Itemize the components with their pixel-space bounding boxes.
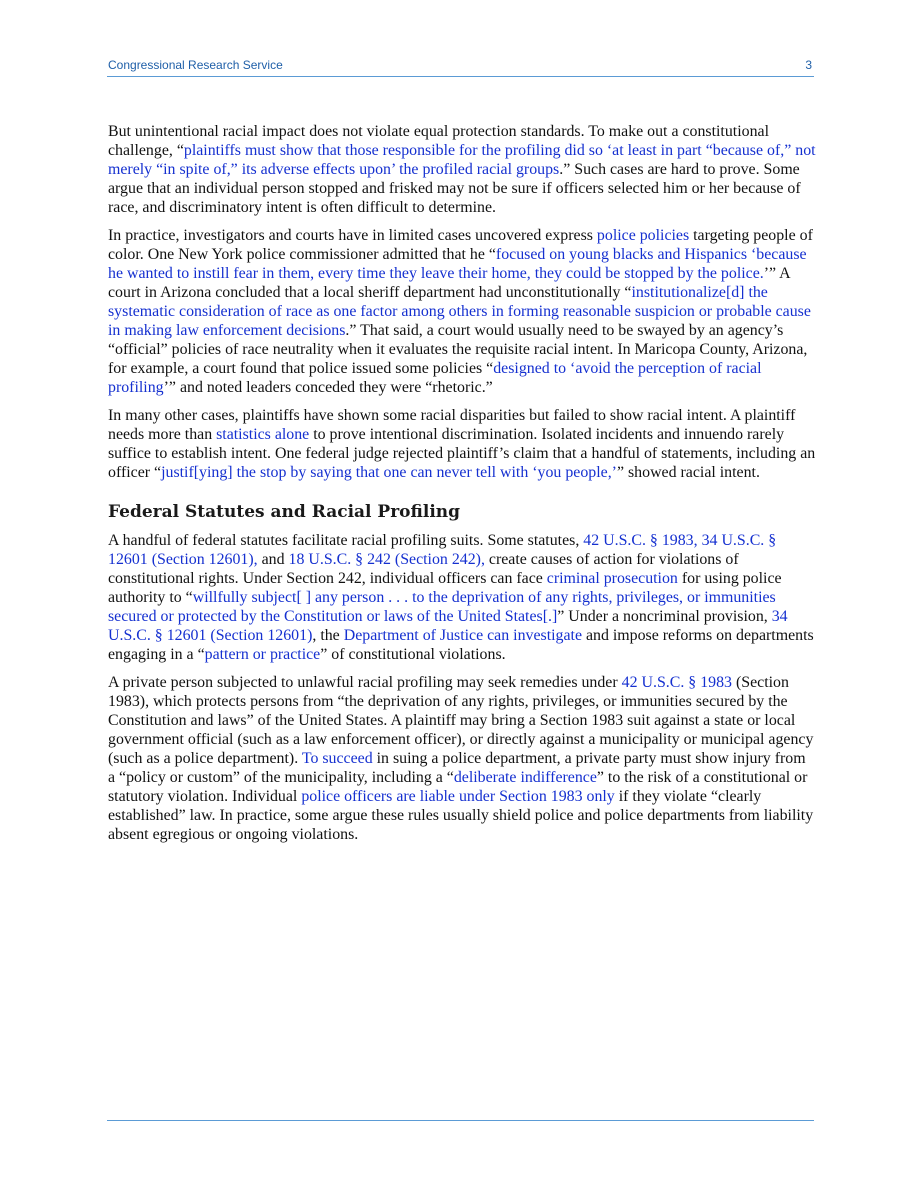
text-span: targeting people of color. One New York police commissioner admitted that he “ xyxy=(108,227,813,263)
text-span: A handful of federal statutes facilitate racial profiling suits. Some statutes, xyxy=(108,532,584,549)
text-span: to prove intentional discrimination. Isolated incidents and innuendo rarely suffice to establish intent. One federal judge rejected plaintiff’s claim that a handful of statements, including an officer “ xyxy=(108,426,816,481)
link-criminal-prosecution[interactable]: criminal prosecution xyxy=(546,570,678,587)
page-header xyxy=(107,56,814,77)
text-span: In many other cases, plaintiffs have shown some racial disparities but failed to show racial intent. A plaintiff needs more than xyxy=(108,407,796,443)
text-span: ” Under a noncriminal provision, xyxy=(557,608,772,625)
page-number: 3 xyxy=(805,58,812,72)
text-span: In practice, investigators and courts have in limited cases uncovered express xyxy=(108,227,597,244)
link-police-policies[interactable]: police policies xyxy=(596,227,690,244)
text-span: .” That said, a court would usually need to be swayed by an agency’s “official” policies of race neutrality when it evaluates the requisite racial intent. In Maricopa County, Arizona, for example, a court found that police issued some policies “ xyxy=(108,322,808,377)
link-34-usc-12601[interactable]: 34 U.S.C. § 12601 (Section 12601) xyxy=(108,608,788,644)
text-span: create causes of action for violations of constitutional rights. Under Section 242, individual officers can face xyxy=(108,551,739,587)
text-span: A private person subjected to unlawful racial profiling may seek remedies under xyxy=(108,674,622,691)
text-span: ” to the risk of a constitutional or statutory violation. Individual xyxy=(108,769,808,805)
text-span: for using police authority to “ xyxy=(108,570,782,606)
paragraph-section-1983 xyxy=(108,673,816,844)
text-span: .” Such cases are hard to prove. Some argue that an individual person stopped and frisked may not be sure if officers selected him or her because of race, and discriminatory intent is often difficult to determine. xyxy=(108,161,801,216)
link-plaintiffs-must-show[interactable]: plaintiffs must show that those responsible for the profiling did so ‘at least in part “because of,” not merely “in spite of,” its adverse effects upon’ the profiled racial groups xyxy=(108,142,816,178)
text-span: and impose reforms on departments engaging in a “ xyxy=(108,627,814,663)
link-deliberate-indifference[interactable]: deliberate indifference xyxy=(453,769,597,786)
text-span: if they violate “clearly established” law. In practice, some argue these rules usually shield police and police departments from liability absent egregious or ongoing violations. xyxy=(108,788,814,843)
link-pattern-or-practice[interactable]: pattern or practice xyxy=(204,646,321,663)
paragraph-federal-statutes xyxy=(108,531,816,664)
link-commissioner-quote[interactable]: focused on young blacks and Hispanics ‘because he wanted to instill fear in them, every time they leave their home, they could be stopped by the police. xyxy=(108,246,807,282)
text-span: , the xyxy=(312,627,344,644)
section-heading: Federal Statutes and Racial Profiling xyxy=(108,502,461,522)
text-span: But unintentional racial impact does not violate equal protection standards. To make out a constitutional challenge, “ xyxy=(108,123,769,159)
link-institutionalized[interactable]: institutionalize[d] the systematic consideration of race as one factor among others in forming reasonable suspicion or probable cause in making law enforcement decisions xyxy=(108,284,811,339)
paragraph-police-policies xyxy=(108,226,816,397)
link-willfully-subject[interactable]: willfully subject[ ] any person . . . to the deprivation of any rights, privileges, or immunities secured or protected by the Constitution or laws of the United States[.] xyxy=(108,589,776,625)
link-you-people[interactable]: justif[ying] the stop by saying that one can never tell with ‘you people,’ xyxy=(161,464,617,481)
link-to-succeed[interactable]: To succeed xyxy=(301,750,373,767)
text-span: in suing a police department, a private party must show injury from a “policy or custom” of the municipality, including a “ xyxy=(108,750,806,786)
header-organization: Congressional Research Service xyxy=(108,58,283,72)
link-18-usc-242[interactable]: 18 U.S.C. § 242 (Section 242), xyxy=(288,551,485,568)
document-body xyxy=(108,122,816,853)
link-42-usc-1983-34-usc-12601[interactable]: 42 U.S.C. § 1983, 34 U.S.C. § 12601 (Section 12601), xyxy=(108,532,777,568)
link-officers-liable[interactable]: police officers are liable under Section 1983 only xyxy=(301,788,615,805)
link-42-usc-1983[interactable]: 42 U.S.C. § 1983 xyxy=(621,674,733,691)
text-span: ” of constitutional violations. xyxy=(320,646,506,663)
text-span: (Section 1983), which protects persons from “the deprivation of any rights, privileges, or immunities secured by the Constitution and laws” of the United States. A plaintiff may bring a Section 1983 suit against a state or local government official (such as a law enforcement officer), or directly against a municipality or municipal agency (such as a police department). xyxy=(108,674,814,767)
text-span: ’” and noted leaders conceded they were “rhetoric.” xyxy=(163,379,493,396)
link-avoid-perception[interactable]: designed to ‘avoid the perception of racial profiling xyxy=(108,360,762,396)
text-span: ” showed racial intent. xyxy=(616,464,760,481)
link-doj-investigate[interactable]: Department of Justice can investigate xyxy=(343,627,582,644)
paragraph-equal-protection xyxy=(108,122,816,217)
paragraph-racial-intent xyxy=(108,406,816,482)
link-statistics-alone[interactable]: statistics alone xyxy=(216,426,310,443)
text-span: ’” A court in Arizona concluded that a local sheriff department had unconstitutionally “ xyxy=(108,265,790,301)
text-span: and xyxy=(257,551,289,568)
footer-rule xyxy=(107,1120,814,1121)
